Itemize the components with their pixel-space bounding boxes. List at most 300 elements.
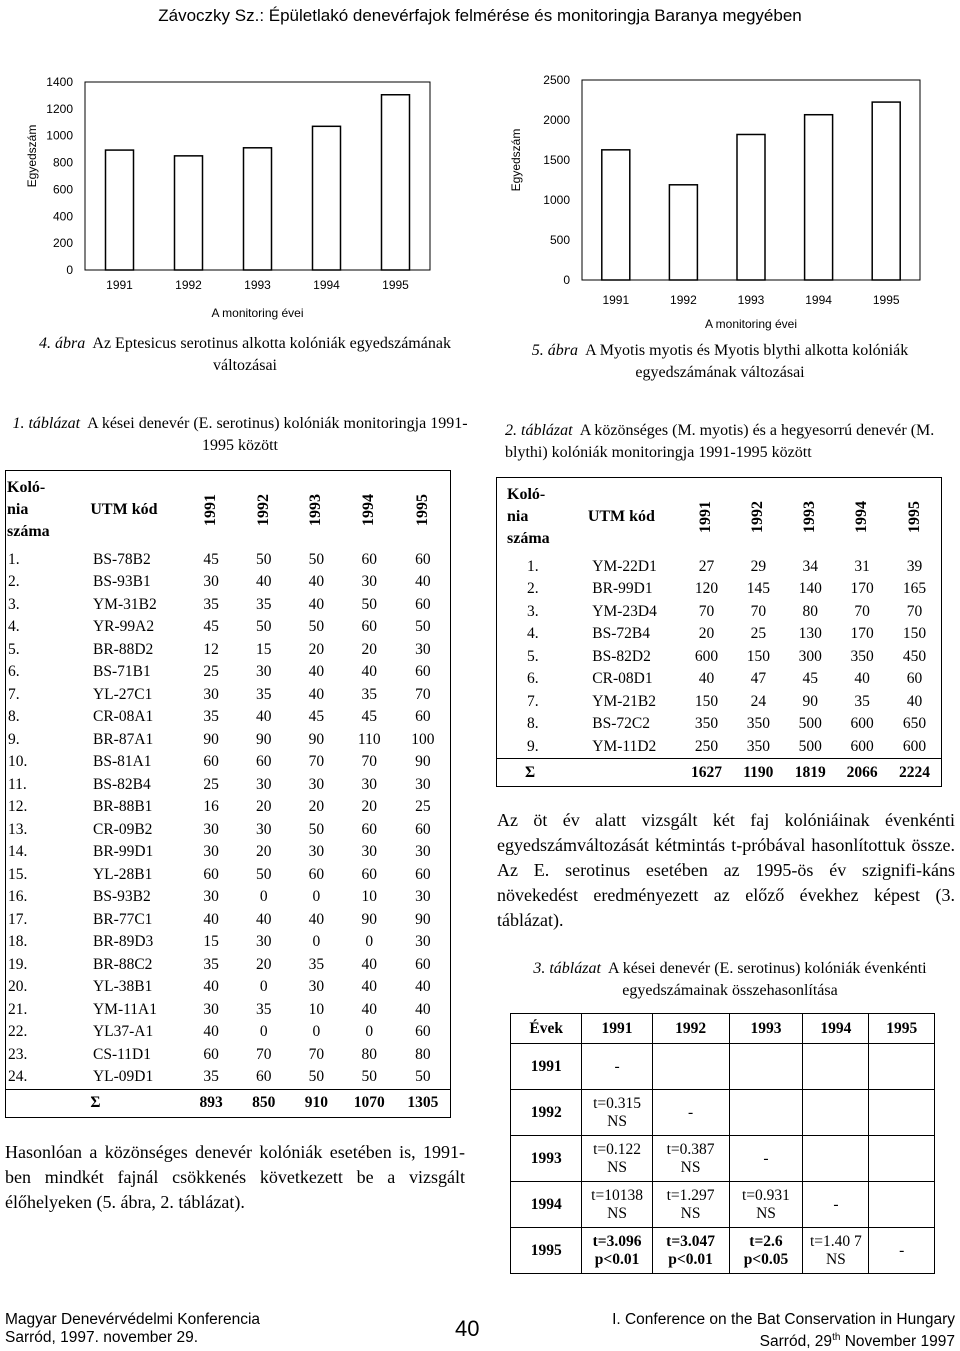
- t3-cell: -: [652, 1090, 729, 1136]
- t2-header-kolonia: [497, 478, 563, 556]
- t1-row-value: 35: [256, 1000, 272, 1018]
- table-row: [6, 999, 451, 1022]
- t1-row-value: 0: [259, 978, 268, 996]
- t1-header-1992: [237, 471, 290, 549]
- t1-row-value: 30: [361, 843, 377, 861]
- footer-right-line2: [612, 1329, 955, 1351]
- t1-row-value: 10: [308, 1000, 325, 1018]
- t2-row-value: 47: [750, 670, 767, 688]
- table-row: [6, 571, 451, 594]
- t1-row-value: 50: [308, 820, 325, 838]
- table-row: [497, 623, 942, 646]
- t1-row-utm: YL-28B1: [92, 865, 153, 883]
- t1-row-value: 45: [203, 618, 219, 636]
- table-row: [6, 909, 451, 932]
- t1-row-value: 40: [308, 595, 325, 613]
- t1-header-1993: [290, 471, 343, 549]
- t1-row-value: 0: [312, 888, 321, 906]
- t2-header-utm: UTM kód: [562, 478, 680, 556]
- t1-row-utm: CR-08A1: [92, 708, 154, 726]
- t1-row-utm: BS-81A1: [92, 753, 152, 771]
- t1-row-utm: YL-09D1: [92, 1068, 154, 1086]
- table-row: [6, 729, 451, 752]
- t1-row-value: 40: [361, 978, 377, 996]
- t1-row-num: 13.: [6, 819, 63, 842]
- t2-row-num: 5.: [497, 646, 563, 669]
- table-row: [6, 549, 451, 572]
- t1-row-value: 30: [256, 775, 272, 793]
- t1-row-value: 50: [396, 1066, 451, 1089]
- t3-cell: t=0.931 NS: [729, 1182, 803, 1228]
- table-row: [6, 774, 451, 797]
- table-row: [497, 713, 942, 736]
- fig5-ytick-label: 500: [549, 233, 570, 247]
- t3-cell: -: [803, 1182, 869, 1228]
- t2-row-value: 120: [694, 580, 719, 598]
- t1-row-value: 30: [256, 820, 272, 838]
- t1-row-value: 20: [256, 843, 272, 861]
- table-row: [497, 601, 942, 624]
- t1-row-value: 40: [308, 663, 325, 681]
- table-1-caption-number: 1. táblázat: [12, 415, 81, 432]
- t1-row-value: 40: [361, 663, 377, 681]
- t1-row-value: 40: [308, 910, 325, 928]
- figure-4-caption-number: 4. ábra: [39, 335, 86, 352]
- t2-row-value: 250: [694, 737, 719, 755]
- table-row: [511, 1090, 935, 1136]
- fig5-ylabel: Egyedszám: [509, 128, 523, 192]
- fig5-xtick-label: 1992: [670, 293, 697, 307]
- t1-row-value: 45: [361, 708, 377, 726]
- table-row: [6, 639, 451, 662]
- t1-row-utm: BR-88B1: [92, 798, 153, 816]
- figure-5-caption: [510, 340, 930, 384]
- footer-right-month: November 1997: [840, 1333, 955, 1351]
- t2-sum-1994: 2066: [846, 763, 878, 781]
- t1-row-utm: BR-88D2: [92, 640, 154, 658]
- t1-row-value: 20: [308, 640, 325, 658]
- t1-row-value: 30: [396, 841, 451, 864]
- t1-row-value: 30: [308, 843, 325, 861]
- table-2-caption-text: A közönséges (M. myotis) és a hegyesorrú denevér (M. blythi) kolóniák monitoringja 1991-1995 között: [505, 422, 935, 461]
- t1-row-num: 3.: [6, 594, 63, 617]
- t1-row-value: 60: [361, 618, 377, 636]
- t1-row-num: 20.: [6, 976, 63, 999]
- fig4-xtick-label: 1991: [106, 278, 133, 292]
- t1-row-value: 70: [308, 753, 325, 771]
- t3-row-year: 1991: [511, 1044, 582, 1090]
- t3-cell: t=3.096 p<0.01: [582, 1228, 652, 1274]
- t2-row-value: 80: [802, 602, 818, 620]
- table-row: [6, 684, 451, 707]
- t2-row-value: 350: [746, 737, 770, 755]
- t2-sum-row: [497, 759, 942, 787]
- t2-header-1991: [680, 478, 732, 556]
- t3-cell: -: [729, 1136, 803, 1182]
- t1-sum-1991: 893: [199, 1094, 223, 1111]
- t1-row-value: 35: [203, 1068, 219, 1086]
- t2-row-utm: BR-99D1: [592, 580, 653, 598]
- table-row: [497, 578, 942, 601]
- t1-row-value: 0: [259, 888, 268, 906]
- fig5-ytick-label: 2000: [543, 113, 570, 127]
- t1-row-value: 40: [396, 999, 451, 1022]
- t1-sum-symbol: Σ: [6, 1089, 185, 1117]
- fig5-xtick-label: 1993: [737, 293, 765, 307]
- t1-row-utm: BR-99D1: [92, 843, 154, 861]
- t1-row-value: 10: [361, 888, 377, 906]
- table-1-wrapper: [5, 470, 451, 1118]
- t1-header-utm: UTM kód: [63, 471, 185, 549]
- t2-header-1995: [888, 478, 941, 556]
- t1-row-value: 45: [203, 550, 219, 568]
- fig4-bar-1994: [313, 126, 341, 270]
- t3-header-1993: 1993: [729, 1014, 803, 1044]
- t1-row-utm: BS-93B2: [92, 888, 151, 906]
- t1-row-value: 30: [361, 573, 377, 591]
- t1-row-num: 12.: [6, 796, 63, 819]
- t1-row-value: 40: [203, 1023, 219, 1041]
- t1-header-1994: [343, 471, 396, 549]
- t2-row-value: 24: [750, 692, 767, 710]
- table-row: [6, 841, 451, 864]
- t1-row-value: 12: [203, 640, 219, 658]
- t2-row-utm: YM-11D2: [592, 737, 657, 755]
- t1-header-1993-text: 1993: [307, 493, 325, 526]
- t2-row-value: 165: [888, 578, 941, 601]
- footer-right: [612, 1311, 955, 1351]
- table-2: [496, 477, 942, 787]
- t1-row-value: 30: [203, 820, 219, 838]
- table-row: [6, 954, 451, 977]
- t1-row-value: 0: [259, 1023, 268, 1041]
- t2-row-value: 29: [750, 557, 767, 575]
- t1-row-num: 9.: [6, 729, 63, 752]
- t3-header-1992: 1992: [652, 1014, 729, 1044]
- t1-row-value: 20: [361, 640, 377, 658]
- t1-row-value: 90: [256, 730, 272, 748]
- table-row: [6, 661, 451, 684]
- t1-row-utm: YL-27C1: [92, 685, 153, 703]
- t1-row-num: 4.: [6, 616, 63, 639]
- t1-row-value: 40: [361, 955, 377, 973]
- t1-row-value: 15: [256, 640, 272, 658]
- t1-row-value: 100: [396, 729, 451, 752]
- t1-row-value: 30: [396, 774, 451, 797]
- t1-row-value: 70: [361, 753, 377, 771]
- t1-row-value: 40: [203, 978, 219, 996]
- table-row: [6, 751, 451, 774]
- t1-row-utm: BR-89D3: [92, 933, 154, 951]
- t1-row-value: 0: [365, 933, 374, 951]
- fig4-ylabel: Egyedszám: [25, 124, 39, 188]
- t1-row-utm: BS-93B1: [92, 573, 151, 591]
- t2-row-utm: BS-72C2: [592, 715, 651, 733]
- t1-row-value: 90: [396, 909, 451, 932]
- t1-row-utm: CS-11D1: [92, 1045, 151, 1063]
- page-number: 40: [455, 1316, 480, 1341]
- table-row: [6, 864, 451, 887]
- fig5-xlabel: A monitoring évei: [704, 317, 798, 331]
- paragraph-left: Hasonlóan a közönséges denevér kolóniák esetében is, 1991-ben mindkét fajnál csökkenés következett be a vizsgált élőhelyeken (5. ábra, 2. táblázat).: [5, 1142, 465, 1212]
- t2-row-value: 500: [798, 737, 822, 755]
- t2-row-value: 39: [888, 556, 941, 579]
- fig5-xtick-label: 1994: [805, 293, 832, 307]
- t3-cell: [803, 1044, 869, 1090]
- t2-row-value: 130: [798, 625, 822, 643]
- t3-cell: t=0.315 NS: [582, 1090, 652, 1136]
- t1-row-value: 60: [396, 661, 451, 684]
- table-3-wrapper: [510, 1013, 935, 1274]
- t1-row-value: 60: [396, 819, 451, 842]
- t1-row-value: 40: [203, 910, 219, 928]
- t1-row-value: 35: [256, 685, 272, 703]
- t1-row-value: 30: [396, 639, 451, 662]
- table-2-wrapper: [496, 477, 942, 787]
- t1-row-num: 21.: [6, 999, 63, 1022]
- t2-row-utm: YM-21B2: [592, 692, 657, 710]
- t2-row-num: 1.: [497, 556, 563, 579]
- fig4-xtick-label: 1994: [313, 278, 340, 292]
- t2-header-1993: [784, 478, 836, 556]
- t1-row-value: 30: [308, 775, 325, 793]
- t1-row-value: 35: [203, 708, 219, 726]
- fig4-xtick-label: 1992: [175, 278, 202, 292]
- t2-row-value: 150: [888, 623, 941, 646]
- fig5-xtick-label: 1995: [872, 293, 900, 307]
- t1-row-value: 40: [256, 708, 272, 726]
- table-row: [6, 616, 451, 639]
- t2-row-value: 600: [694, 647, 719, 665]
- table-3-caption-text: A kései denevér (E. serotinus) kolóniák évenkénti egyedszámainak összehasonlítása: [608, 960, 927, 999]
- t1-row-value: 20: [256, 798, 272, 816]
- table-row: [497, 668, 942, 691]
- fig4-ytick-label: 1000: [46, 128, 73, 143]
- table-row: [497, 691, 942, 714]
- t2-row-value: 150: [694, 692, 719, 710]
- t2-row-value: 40: [854, 670, 870, 688]
- t1-row-utm: BR-77C1: [92, 910, 153, 928]
- t1-row-num: 14.: [6, 841, 63, 864]
- fig5-xtick-label: 1991: [602, 293, 630, 307]
- t1-row-value: 60: [361, 865, 377, 883]
- t1-row-value: 50: [308, 1068, 325, 1086]
- t3-cell: t=10138 NS: [582, 1182, 652, 1228]
- t1-row-value: 40: [256, 910, 272, 928]
- t3-cell: [652, 1044, 729, 1090]
- t2-row-value: 600: [888, 736, 941, 759]
- t1-row-utm: YM-31B2: [92, 595, 157, 613]
- t1-row-value: 80: [361, 1045, 377, 1063]
- figure-4-chart: [0, 70, 470, 325]
- table-row: [6, 819, 451, 842]
- t1-row-utm: BS-78B2: [92, 550, 151, 568]
- t2-row-num: 4.: [497, 623, 563, 646]
- t1-row-value: 35: [203, 955, 219, 973]
- t3-row-year: 1995: [511, 1228, 582, 1274]
- figure-4-caption: [20, 333, 470, 377]
- table-3-caption: [505, 958, 955, 1002]
- t1-row-num: 22.: [6, 1021, 63, 1044]
- t2-row-value: 350: [850, 647, 874, 665]
- t3-row-year: 1994: [511, 1182, 582, 1228]
- table-row: [6, 594, 451, 617]
- t2-row-num: 2.: [497, 578, 563, 601]
- footer-right-date: Sarród, 29: [759, 1333, 833, 1351]
- t3-header-1991: 1991: [582, 1014, 652, 1044]
- table-2-caption: [505, 420, 955, 464]
- fig5-ytick-label: 0: [563, 273, 570, 287]
- t1-row-value: 90: [361, 910, 377, 928]
- t1-row-num: 10.: [6, 751, 63, 774]
- t1-row-value: 60: [396, 549, 451, 572]
- t1-row-value: 25: [396, 796, 451, 819]
- table-1: [5, 470, 451, 1118]
- table-row: [497, 736, 942, 759]
- fig4-xlabel: A monitoring évei: [211, 306, 304, 320]
- t1-row-value: 60: [396, 594, 451, 617]
- t1-row-utm: YR-99A2: [92, 618, 155, 636]
- t1-row-value: 60: [256, 753, 272, 771]
- t1-header-kolonia-text: Koló-nia száma: [7, 478, 50, 540]
- fig4-ytick-label: 1200: [46, 101, 73, 116]
- table-row: [511, 1044, 935, 1090]
- t1-row-num: 5.: [6, 639, 63, 662]
- t3-header-1994: 1994: [803, 1014, 869, 1044]
- t1-row-value: 80: [396, 1044, 451, 1067]
- t2-sum-1995: 2224: [888, 759, 941, 787]
- t1-header-1991: [185, 471, 238, 549]
- t2-sum-1992: 1190: [743, 763, 774, 781]
- t1-row-num: 8.: [6, 706, 63, 729]
- t1-row-num: 16.: [6, 886, 63, 909]
- t1-row-value: 90: [203, 730, 219, 748]
- t1-header-1991-text: 1991: [202, 493, 220, 526]
- t1-row-value: 60: [396, 864, 451, 887]
- t3-header-evek: Évek: [511, 1014, 582, 1044]
- t3-cell: [869, 1136, 935, 1182]
- fig4-xtick-label: 1995: [382, 278, 409, 292]
- t2-row-value: 25: [750, 625, 767, 643]
- table-row: [6, 1021, 451, 1044]
- t2-row-value: 150: [746, 647, 770, 665]
- t1-row-num: 15.: [6, 864, 63, 887]
- fig5-bar-1992: [669, 185, 697, 280]
- fig5-bar-1991: [602, 150, 630, 280]
- figure-4-svg: [0, 70, 470, 325]
- t3-row-year: 1993: [511, 1136, 582, 1182]
- t1-row-value: 35: [203, 595, 219, 613]
- t2-header-1994: [836, 478, 888, 556]
- footer-left-line2: Sarród, 1997. november 29.: [5, 1329, 199, 1346]
- figure-5-caption-text: A Myotis myotis és Myotis blythi alkotta kolóniák egyedszámának változásai: [585, 342, 909, 381]
- fig4-bar-1993: [244, 148, 272, 270]
- fig5-bar-1994: [805, 115, 833, 280]
- t2-row-utm: YM-22D1: [592, 557, 657, 575]
- t2-row-value: 70: [750, 602, 767, 620]
- t1-row-value: 50: [361, 595, 377, 613]
- t1-row-value: 35: [308, 955, 325, 973]
- fig5-ytick-label: 1000: [543, 193, 570, 207]
- figure-5-svg: [490, 70, 940, 340]
- t1-row-value: 30: [203, 573, 219, 591]
- table-row: [6, 1044, 451, 1067]
- figure-5-chart: [490, 70, 940, 340]
- table-row: [6, 1066, 451, 1089]
- t1-row-value: 50: [308, 618, 325, 636]
- t1-row-value: 90: [396, 751, 451, 774]
- t1-row-num: 23.: [6, 1044, 63, 1067]
- t1-row-value: 30: [308, 978, 325, 996]
- t1-row-value: 0: [365, 1023, 374, 1041]
- t1-row-value: 70: [256, 1045, 272, 1063]
- t1-row-value: 35: [256, 595, 272, 613]
- t2-row-utm: CR-08D1: [592, 670, 653, 688]
- t2-row-value: 20: [698, 625, 715, 643]
- t2-row-value: 27: [698, 557, 715, 575]
- t2-row-value: 90: [802, 692, 818, 710]
- t1-row-num: 24.: [6, 1066, 63, 1089]
- page-header: Závoczky Sz.: Épületlakó denevérfajok felmérése és monitoringja Baranya megyében: [158, 6, 802, 25]
- t1-row-value: 25: [203, 663, 219, 681]
- t1-row-value: 70: [396, 684, 451, 707]
- t3-cell: t=2.6 p<0.05: [729, 1228, 803, 1274]
- t1-row-value: 20: [308, 798, 325, 816]
- table-row: [511, 1136, 935, 1182]
- table-row: [6, 931, 451, 954]
- t2-row-num: 8.: [497, 713, 563, 736]
- t3-cell: [803, 1136, 869, 1182]
- t1-row-value: 60: [203, 753, 219, 771]
- t1-row-utm: YL37-A1: [92, 1023, 154, 1041]
- t1-sum-1992: 850: [252, 1094, 276, 1111]
- fig4-xtick-label: 1993: [244, 278, 271, 292]
- table-1-caption: [10, 413, 470, 457]
- fig5-ytick-label: 1500: [543, 153, 570, 167]
- figure-5-caption-number: 5. ábra: [531, 342, 578, 359]
- fig5-bar-1993: [737, 134, 765, 280]
- t3-cell: -: [582, 1044, 652, 1090]
- t1-row-value: 30: [256, 663, 272, 681]
- t2-row-value: 35: [854, 692, 870, 710]
- t1-header-kolonia: [6, 471, 63, 549]
- t1-row-num: 6.: [6, 661, 63, 684]
- t2-row-value: 170: [850, 625, 874, 643]
- t1-row-value: 25: [203, 775, 219, 793]
- t2-row-value: 70: [698, 602, 715, 620]
- fig4-bar-1992: [175, 156, 203, 270]
- t1-row-num: 11.: [6, 774, 63, 797]
- t1-row-num: 19.: [6, 954, 63, 977]
- t2-row-value: 145: [746, 580, 770, 598]
- t1-row-value: 40: [308, 573, 325, 591]
- t2-row-value: 70: [854, 602, 870, 620]
- table-row: [497, 646, 942, 669]
- t1-row-value: 30: [203, 843, 219, 861]
- t2-row-num: 6.: [497, 668, 563, 691]
- table-row: [6, 886, 451, 909]
- t1-row-value: 40: [396, 571, 451, 594]
- t2-row-value: 40: [698, 670, 715, 688]
- t2-row-value: 600: [850, 715, 874, 733]
- t1-row-value: 50: [256, 618, 272, 636]
- t1-row-value: 16: [203, 798, 219, 816]
- t1-row-value: 60: [308, 865, 325, 883]
- t2-row-utm: BS-82D2: [592, 647, 651, 665]
- t1-row-value: 35: [361, 685, 377, 703]
- table-row: [511, 1182, 935, 1228]
- t3-header-1995: 1995: [869, 1014, 935, 1044]
